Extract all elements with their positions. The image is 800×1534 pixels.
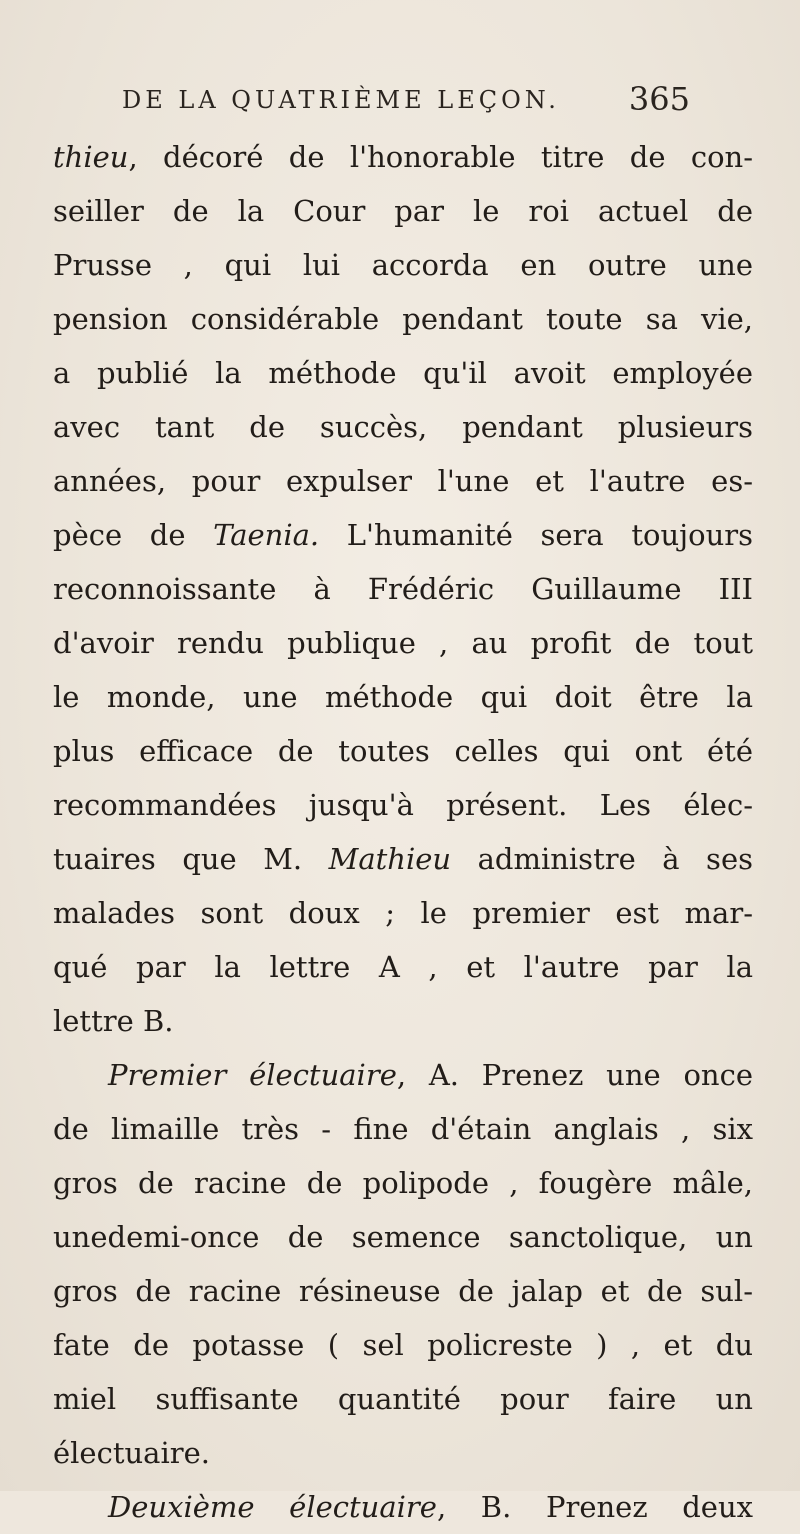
text-line: qué par la lettre A , et l'autre par la <box>53 950 753 984</box>
text-line: a publié la méthode qu'il avoit employée <box>53 356 753 390</box>
italic-heading: Premier électuaire <box>108 1058 397 1092</box>
body-text <box>53 130 753 1534</box>
page-number: 365 <box>628 80 690 118</box>
text-line: fate de potasse ( sel policreste ) , et du <box>53 1328 753 1362</box>
text-line: malades sont doux ; le premier est mar- <box>53 896 753 930</box>
text-line: d'avoir rendu publique , au profit de tout <box>53 626 753 660</box>
text-line: avec tant de succès, pendant plusieurs <box>53 410 753 444</box>
text-line: Premier électuaire, A. Prenez une once <box>108 1058 753 1092</box>
text-line: miel suffisante quantité pour faire un <box>53 1382 753 1416</box>
italic-name: Mathieu <box>328 842 452 876</box>
text-line: années, pour expulser l'une et l'autre es- <box>53 464 753 498</box>
text-line: Deuxième électuaire, B. Prenez deux <box>108 1490 753 1524</box>
text-line: recommandées jusqu'à présent. Les élec- <box>53 788 753 822</box>
text-line: seiller de la Cour par le roi actuel de <box>53 194 753 228</box>
italic-term: Taenia. <box>213 518 320 552</box>
text-line: tuaires que M. Mathieu administre à ses <box>53 842 753 876</box>
text-line: de limaille très - fine d'étain anglais , six <box>53 1112 753 1146</box>
text-line: unedemi-once de semence sanctolique, un <box>53 1220 753 1254</box>
text-line: plus efficace de toutes celles qui ont été <box>53 734 753 768</box>
text-line: reconnoissante à Frédéric Guillaume III <box>53 572 753 606</box>
text-line: gros de racine résineuse de jalap et de sul- <box>53 1274 753 1308</box>
italic-name: thieu <box>53 140 129 174</box>
text-line: gros de racine de polipode , fougère mâle, <box>53 1166 753 1200</box>
text-line: électuaire. <box>53 1436 210 1470</box>
page-header <box>122 80 690 130</box>
text-line: le monde, une méthode qui doit être la <box>53 680 753 714</box>
italic-heading: Deuxième électuaire <box>108 1490 437 1524</box>
running-title: DE LA QUATRIÈME LEÇON. <box>122 86 560 114</box>
text-line: thieu, décoré de l'honorable titre de con- <box>53 140 753 174</box>
text-line: Prusse , qui lui accorda en outre une <box>53 248 753 282</box>
text-line: lettre B. <box>53 1004 174 1038</box>
text-line: pension considérable pendant toute sa vie, <box>53 302 753 336</box>
text-line: pèce de Taenia. L'humanité sera toujours <box>53 518 753 552</box>
